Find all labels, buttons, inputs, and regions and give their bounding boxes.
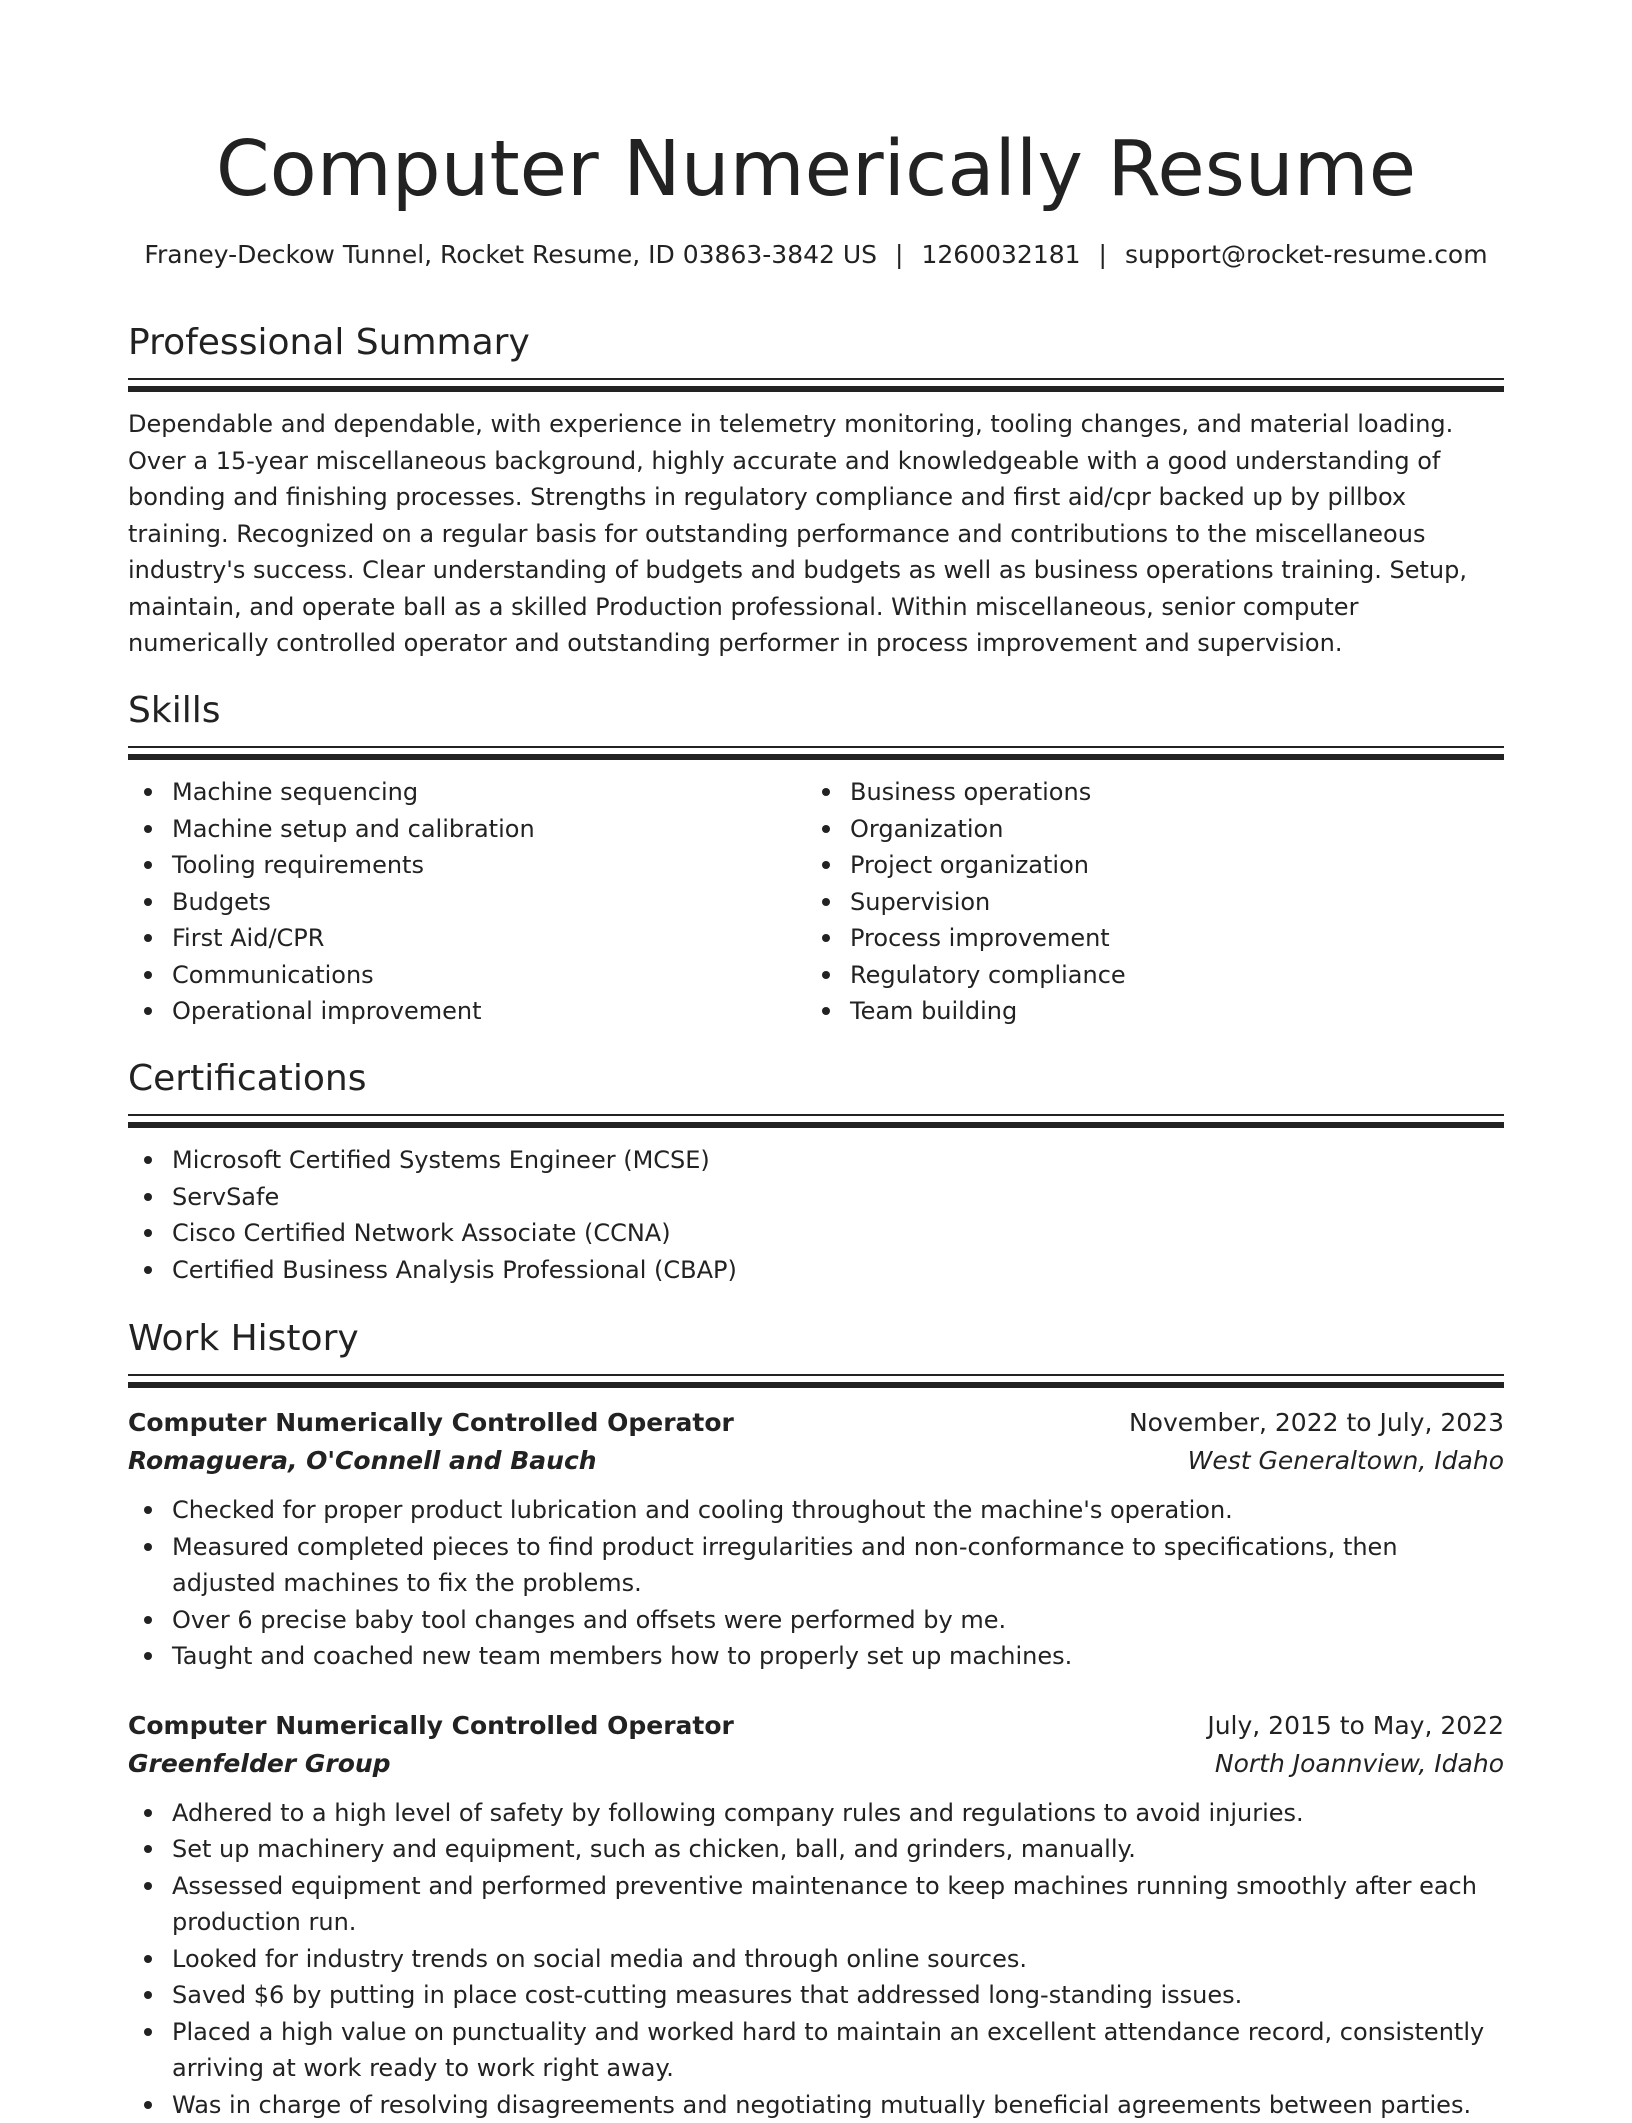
summary-section bbox=[128, 318, 1504, 662]
section-divider bbox=[128, 378, 1504, 380]
job-bullet: Over 6 precise baby tool changes and offsets were performed by me. bbox=[128, 1602, 1504, 1639]
job-location: West Generaltown, Idaho bbox=[1188, 1442, 1504, 1480]
skills-heading: Skills bbox=[128, 686, 1504, 738]
skill-item: Regulatory compliance bbox=[806, 957, 1484, 994]
skill-item: Project organization bbox=[806, 847, 1484, 884]
skill-item: Supervision bbox=[806, 884, 1484, 921]
job-bullet: Adhered to a high level of safety by following company rules and regulations to avoid injuries. bbox=[128, 1795, 1504, 1832]
section-divider bbox=[128, 1374, 1504, 1376]
certifications-section bbox=[128, 1054, 1504, 1288]
job-company: Romaguera, O'Connell and Bauch bbox=[128, 1442, 597, 1480]
certification-item: Cisco Certified Network Associate (CCNA) bbox=[128, 1215, 1504, 1252]
section-divider bbox=[128, 1122, 1504, 1128]
job-bullet: Checked for proper product lubrication and cooling throughout the machine's operation. bbox=[128, 1492, 1504, 1529]
skill-item: Budgets bbox=[128, 884, 806, 921]
skill-item: Business operations bbox=[806, 774, 1484, 811]
job-bullet: Saved $6 by putting in place cost-cutting measures that addressed long-standing issues. bbox=[128, 1977, 1504, 2014]
section-divider bbox=[128, 386, 1504, 392]
job-dates: November, 2022 to July, 2023 bbox=[1129, 1404, 1504, 1442]
job-subheader-row bbox=[128, 1745, 1504, 1783]
job-bullet: Placed a high value on punctuality and worked hard to maintain an excellent attendance record, consistently arriving at work ready to work right away. bbox=[128, 2014, 1504, 2087]
skills-section bbox=[128, 686, 1504, 1030]
work-history-heading: Work History bbox=[128, 1314, 1504, 1366]
resume-name: Computer Numerically Resume bbox=[128, 118, 1504, 222]
skill-item: Operational improvement bbox=[128, 993, 806, 1030]
job-bullet: Taught and coached new team members how to properly set up machines. bbox=[128, 1638, 1504, 1675]
contact-separator: | bbox=[877, 240, 921, 269]
section-divider bbox=[128, 1114, 1504, 1116]
certification-item: ServSafe bbox=[128, 1179, 1504, 1216]
contact-email[interactable]: support@rocket-resume.com bbox=[1125, 240, 1488, 269]
section-divider bbox=[128, 754, 1504, 760]
job-header-row bbox=[128, 1404, 1504, 1442]
job-bullet: Looked for industry trends on social media and through online sources. bbox=[128, 1941, 1504, 1978]
skill-item: Tooling requirements bbox=[128, 847, 806, 884]
job-entry bbox=[128, 1707, 1504, 2123]
job-title: Computer Numerically Controlled Operator bbox=[128, 1707, 734, 1745]
job-bullet: Set up machinery and equipment, such as chicken, ball, and grinders, manually. bbox=[128, 1831, 1504, 1868]
summary-text: Dependable and dependable, with experience in telemetry monitoring, tooling changes, and material loading. Over a 15-year miscellaneous background, highly accurate and knowledgeable with a good understanding of bonding and finishing processes. Strengths in regulatory compliance and first aid/cpr backed up by pillbox training. Recognized on a regular basis for outstanding performance and contributions to the miscellaneous industry's success. Clear understanding of budgets and budgets as well as business operations training. Setup, maintain, and operate ball as a skilled Production professional. Within miscellaneous, senior computer numerically controlled operator and outstanding performer in process improvement and supervision. bbox=[128, 406, 1504, 662]
skills-column-left bbox=[128, 774, 806, 1030]
skill-item: Machine sequencing bbox=[128, 774, 806, 811]
skill-item: Organization bbox=[806, 811, 1484, 848]
contact-address: Franey-Deckow Tunnel, Rocket Resume, ID 03863-3842 US bbox=[144, 240, 877, 269]
certification-item: Microsoft Certified Systems Engineer (MCSE) bbox=[128, 1142, 1504, 1179]
contact-separator: | bbox=[1081, 240, 1125, 269]
section-divider bbox=[128, 746, 1504, 748]
skills-grid bbox=[128, 774, 1504, 1030]
contact-line bbox=[128, 237, 1504, 273]
skill-item: Communications bbox=[128, 957, 806, 994]
skill-item: First Aid/CPR bbox=[128, 920, 806, 957]
job-subheader-row bbox=[128, 1442, 1504, 1480]
job-entry bbox=[128, 1404, 1504, 1675]
job-header-row bbox=[128, 1707, 1504, 1745]
job-bullet: Was in charge of resolving disagreements and negotiating mutually beneficial agreements between parties. bbox=[128, 2087, 1504, 2123]
job-dates: July, 2015 to May, 2022 bbox=[1207, 1707, 1504, 1745]
work-history-section bbox=[128, 1314, 1504, 2123]
job-title: Computer Numerically Controlled Operator bbox=[128, 1404, 734, 1442]
section-divider bbox=[128, 1382, 1504, 1388]
certifications-heading: Certifications bbox=[128, 1054, 1504, 1106]
certification-item: Certified Business Analysis Professional (CBAP) bbox=[128, 1252, 1504, 1289]
job-company: Greenfelder Group bbox=[128, 1745, 391, 1783]
skill-item: Process improvement bbox=[806, 920, 1484, 957]
contact-phone: 1260032181 bbox=[921, 240, 1080, 269]
skill-item: Machine setup and calibration bbox=[128, 811, 806, 848]
job-location: North Joannview, Idaho bbox=[1215, 1745, 1504, 1783]
job-bullet-list bbox=[128, 1795, 1504, 2123]
skills-column-right bbox=[806, 774, 1484, 1030]
job-bullet: Assessed equipment and performed preventive maintenance to keep machines running smoothly after each production run. bbox=[128, 1868, 1504, 1941]
skill-item: Team building bbox=[806, 993, 1484, 1030]
job-bullet: Measured completed pieces to find product irregularities and non-conformance to specifications, then adjusted machines to fix the problems. bbox=[128, 1529, 1504, 1602]
certifications-list bbox=[128, 1142, 1504, 1288]
summary-heading: Professional Summary bbox=[128, 318, 1504, 370]
job-bullet-list bbox=[128, 1492, 1504, 1675]
